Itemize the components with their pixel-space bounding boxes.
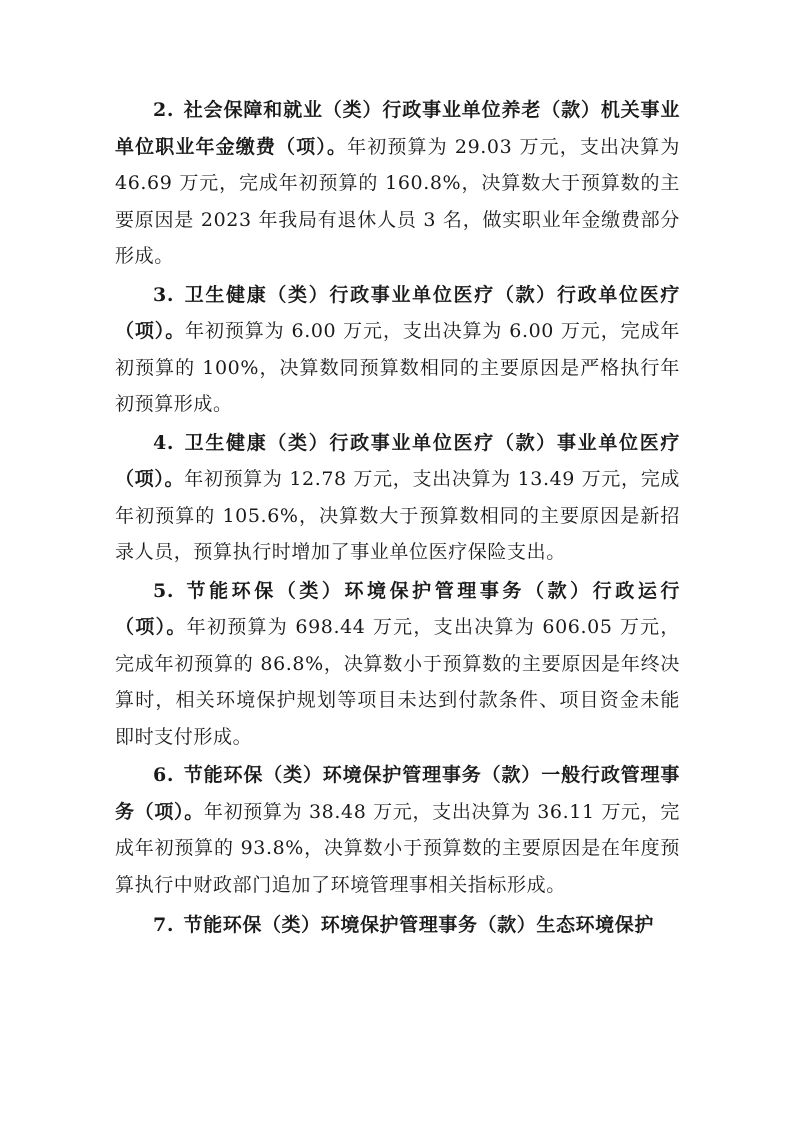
item-heading: 卫生健康（类）行政事业单位医疗（款）行政单位医疗（项）。 <box>115 283 680 342</box>
budget-item-2 <box>115 92 680 275</box>
item-number: 2. <box>153 99 175 121</box>
item-body: 年初预算为 6.00 万元，支出决算为 6.00 万元，完成年初预算的 100%，决算数同预算数相同的主要原因是严格执行年初预算形成。 <box>115 320 680 415</box>
budget-item-6 <box>115 757 680 903</box>
item-body: 年初预算为 698.44 万元，支出决算为 606.05 万元，完成年初预算的 86.8%，决算数小于预算数的主要原因是年终决算时，相关环境保护规划等项目未达到付款条件、项目资金未能即时支付形成。 <box>115 616 681 748</box>
item-number: 3. <box>153 283 175 306</box>
item-body: 年初预算为 12.78 万元，支出决算为 13.49 万元，完成年初预算的 105.6%，决算数大于预算数相同的主要原因是新招录人员，预算执行时增加了事业单位医疗保险支出。 <box>115 468 680 563</box>
item-number: 6. <box>153 764 175 786</box>
item-heading: 节能环保（类）环境保护管理事务（款）一般行政管理事务（项）。 <box>115 764 680 823</box>
item-body: 年初预算为 38.48 万元，支出决算为 36.11 万元，完成年初预算的 93.8%，决算数小于预算数的主要原因是在年度预算执行中财政部门追加了环境管理事相关指标形成。 <box>115 800 680 896</box>
item-heading: 社会保障和就业（类）行政事业单位养老（款）机关事业单位职业年金缴费（项）。 <box>115 99 680 158</box>
item-number: 5. <box>153 579 175 602</box>
budget-item-5 <box>115 573 680 756</box>
item-number: 7. <box>153 914 175 936</box>
budget-item-4 <box>115 425 680 571</box>
item-body: 年初预算为 29.03 万元，支出决算为 46.69 万元，完成年初预算的 160.8%，决算数大于预算数的主要原因是 2023 年我局有退休人员 3 名，做实职业年金缴费部分形成。 <box>115 135 680 267</box>
item-heading: 节能环保（类）环境保护管理事务（款）生态环境保护 <box>183 914 654 936</box>
item-heading: 节能环保（类）环境保护管理事务（款）行政运行（项）。 <box>115 579 680 638</box>
budget-item-3 <box>115 277 680 423</box>
item-number: 4. <box>153 431 175 454</box>
budget-item-7 <box>115 907 680 944</box>
item-heading: 卫生健康（类）行政事业单位医疗（款）事业单位医疗（项）。 <box>115 431 680 490</box>
